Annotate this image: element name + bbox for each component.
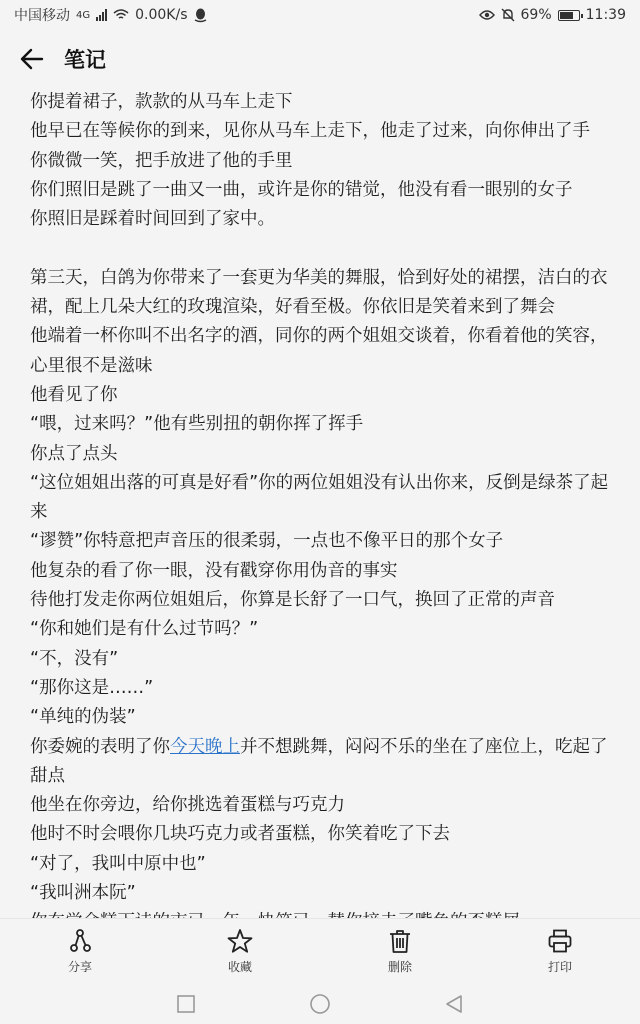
page-title: 笔记 xyxy=(64,48,106,72)
clock: 11:39 xyxy=(585,7,626,23)
note-line: 你点了点头 xyxy=(30,443,118,464)
note-line: 第三天，白鸽为你带来了一套更为华美的舞服，恰到好处的裙摆，洁白的衣裙，配上几朵大红的玫瑰渲染，好看至极。你依旧是笑着来到了舞会 xyxy=(30,267,608,318)
share-label: 分享 xyxy=(67,960,92,974)
delete-button[interactable] xyxy=(340,928,460,975)
status-bar xyxy=(0,0,640,30)
delete-label: 删除 xyxy=(387,960,412,974)
eye-icon xyxy=(479,9,495,21)
note-line: “我叫洲本阮” xyxy=(30,883,136,904)
bottom-toolbar xyxy=(0,918,640,984)
network-speed: 0.00K/s xyxy=(135,7,188,23)
note-line: 他坐在你旁边，给你挑选着蛋糕与巧克力 xyxy=(30,795,345,816)
mute-bell-icon xyxy=(501,8,515,22)
note-line xyxy=(30,234,610,263)
note-line: 他复杂的看了你一眼，没有戳穿你用伪音的事实 xyxy=(30,560,398,581)
favorite-label: 收藏 xyxy=(227,960,252,974)
print-label: 打印 xyxy=(547,960,572,974)
note-text: 并不想跳舞，闷闷不乐的坐在了座位上，吃起了甜点 xyxy=(30,736,608,786)
note-line: “单纯的伪装” xyxy=(30,707,136,728)
triangle-back-icon xyxy=(445,994,463,1014)
note-line: “不，没有” xyxy=(30,648,119,669)
note-line: 你微微一笑，把手放进了他的手里 xyxy=(30,150,293,171)
note-line: “这位姐姐出落的可真是好看”你的两位姐姐没有认出你来，反倒是绿茶了起来 xyxy=(30,472,609,523)
trash-icon xyxy=(387,928,413,954)
network-type: 4G xyxy=(76,9,91,21)
qq-icon xyxy=(194,8,207,22)
arrow-left-icon xyxy=(20,48,44,70)
note-line: “那你这是……” xyxy=(30,677,154,698)
carrier-label: 中国移动 xyxy=(14,8,70,24)
note-line: 他看见了你 xyxy=(30,384,118,405)
note-line: 他端着一杯你叫不出名字的酒，同你的两个姐姐交谈着，你看着他的笑容，心里很不是滋味 xyxy=(30,326,608,376)
note-content[interactable] xyxy=(0,88,640,918)
note-line: 待他打发走你两位姐姐后，你算是长舒了一口气，换回了正常的声音 xyxy=(30,590,555,611)
note-line: “谬赞”你特意把声音压的很柔弱，一点也不像平日的那个女子 xyxy=(30,531,504,552)
circle-icon xyxy=(309,993,331,1015)
home-button[interactable] xyxy=(308,992,332,1016)
square-icon xyxy=(177,995,195,1013)
note-line: “喂，过来吗？”他有些别扭的朝你挥了挥手 xyxy=(30,414,364,435)
note-line: “对了，我叫中原中也” xyxy=(30,853,206,874)
system-nav-bar xyxy=(0,984,640,1024)
app-header xyxy=(0,30,640,88)
favorite-button[interactable] xyxy=(180,928,300,975)
back-button[interactable] xyxy=(0,30,64,88)
note-line: “你和她们是有什么过节吗？” xyxy=(30,619,259,640)
note-line: 你们照旧是跳了一曲又一曲，或许是你的错觉，他没有看一眼别的女子 xyxy=(30,179,573,200)
battery-percent: 69% xyxy=(520,7,552,23)
battery-icon xyxy=(558,10,580,21)
print-button[interactable] xyxy=(500,928,620,975)
note-line: 他时不时会喂你几块巧克力或者蛋糕，你笑着吃了下去 xyxy=(30,824,450,845)
printer-icon xyxy=(547,928,573,954)
date-link[interactable]: 今天晚上 xyxy=(170,736,240,757)
signal-icon xyxy=(96,9,107,21)
note-line: 你照旧是踩着时间回到了家中。 xyxy=(30,209,275,230)
star-icon xyxy=(227,928,253,954)
share-icon xyxy=(67,928,93,954)
note-line: 他早已在等候你的到来，见你从马车上走下，他走了过来，向你伸出了手 xyxy=(30,121,590,142)
wifi-icon xyxy=(113,9,129,21)
note-line xyxy=(30,733,610,792)
recents-button[interactable] xyxy=(174,992,198,1016)
back-nav-button[interactable] xyxy=(442,992,466,1016)
share-button[interactable] xyxy=(20,928,140,975)
note-text: 你委婉的表明了你 xyxy=(30,736,170,757)
note-line: 你提着裙子，款款的从马车上走下 xyxy=(30,92,293,112)
